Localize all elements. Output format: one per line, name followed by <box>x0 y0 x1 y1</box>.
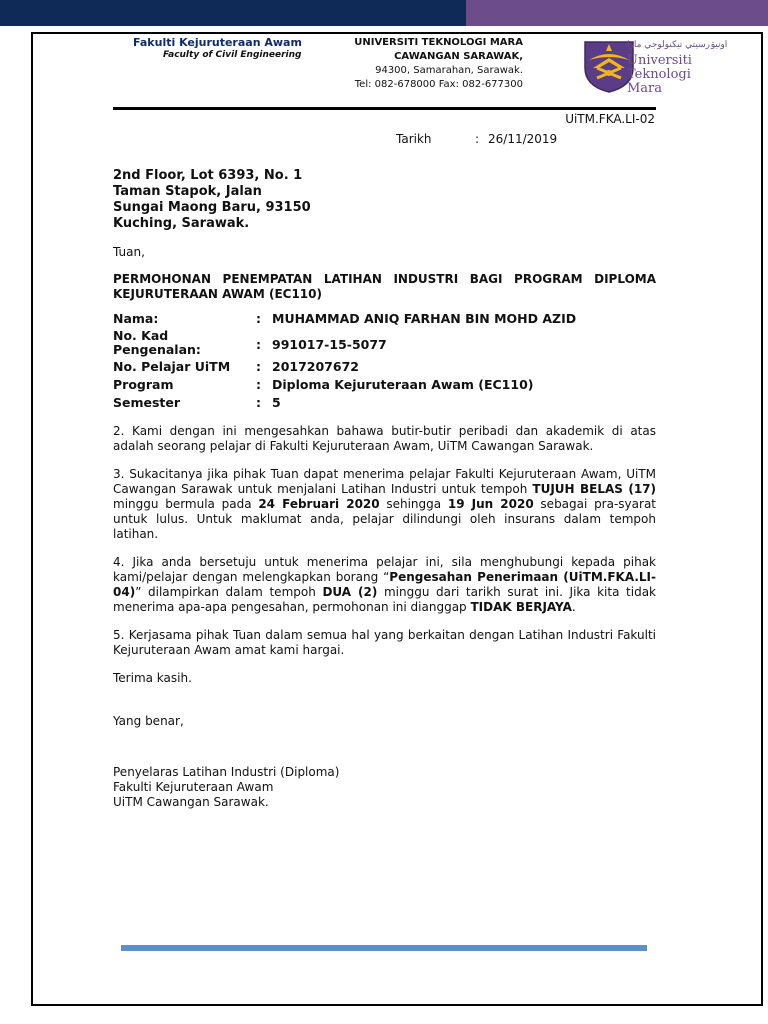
field-colon: : <box>256 359 261 374</box>
faculty-name: Fakulti Kejuruteraan Awam <box>133 36 302 49</box>
student-ic: 991017-15-5077 <box>272 337 387 352</box>
text-run: . <box>571 600 576 614</box>
paragraph-4 <box>113 555 656 615</box>
signatory-line: Fakulti Kejuruteraan Awam <box>113 780 274 794</box>
field-colon: : <box>256 377 261 392</box>
field-colon: : <box>256 311 261 326</box>
paragraph-3 <box>113 467 656 542</box>
header-divider <box>113 107 656 110</box>
student-semester: 5 <box>272 395 281 410</box>
signatory-block <box>113 765 656 810</box>
university-postal: 94300, Samarahan, Sarawak. <box>375 65 523 76</box>
text-run-bold: 19 Jun 2020 <box>447 497 534 511</box>
field-label <box>113 329 256 357</box>
text-run-bold: TIDAK BERJAYA <box>470 600 572 614</box>
text-run-bold: TUJUH BELAS (17) <box>532 482 657 496</box>
text-run: minggu bermula pada <box>113 497 259 511</box>
student-program: Diploma Kejuruteraan Awam (EC110) <box>272 377 534 392</box>
signatory-line: Penyelaras Latihan Industri (Diploma) <box>113 765 340 779</box>
text-run: minggu dari tarikh surat ini. Jika kita tidak menerima apa-apa pengesahan, permohonan ini dianggap <box>113 585 657 614</box>
student-details <box>113 311 656 411</box>
text-run: ” dilampirkan dalam tempoh <box>135 585 323 599</box>
field-label-line: Pengenalan: <box>113 342 201 357</box>
logo-word-1: Universiti <box>627 53 692 68</box>
text-run: 3. Sukacitanya jika pihak Tuan dapat menerima pelajar Fakulti Kejuruteraan Awam, UiTM Cawangan Sarawak untuk menjalani Latihan Industri untuk tempoh <box>113 467 656 496</box>
text-run-bold: Pengesahan Penerimaan (UiTM.FKA.LI-04) <box>113 570 656 599</box>
text-run-bold: 24 Februari 2020 <box>258 497 380 511</box>
address-line: Taman Stapok, Jalan <box>113 184 262 199</box>
letter-body <box>113 168 656 810</box>
field-colon: : <box>256 337 261 352</box>
address-line: Sungai Maong Baru, 93150 <box>113 200 311 215</box>
field-colon: : <box>256 395 261 410</box>
text-run: 4. Jika anda bersetuju untuk menerima pelajar ini, sila menghubungi kepada pihak kami/pelajar dengan melengkapkan borang “ <box>113 555 656 584</box>
university-address <box>333 36 523 92</box>
yours-truly: Yang benar, <box>113 714 184 728</box>
date-separator: : <box>475 132 480 146</box>
address-line: 2nd Floor, Lot 6393, No. 1 <box>113 168 303 183</box>
student-name-row <box>113 311 656 327</box>
top-banner-navy <box>0 0 466 26</box>
uitm-wordmark <box>627 38 727 96</box>
recipient-address <box>113 168 656 232</box>
letter-subject: PERMOHONAN PENEMPATAN LATIHAN INDUSTRI BAGI PROGRAM DIPLOMA KEJURUTERAAN AWAM (EC110) <box>113 272 656 301</box>
student-ic-row <box>113 329 656 357</box>
date-value: 26/11/2019 <box>488 132 558 146</box>
student-semester-row <box>113 395 656 411</box>
document-reference: UiTM.FKA.LI-02 <box>565 112 655 126</box>
letter-page <box>31 32 763 1006</box>
logo-word-3: Mara <box>627 81 663 96</box>
student-program-row <box>113 377 656 393</box>
date-label: Tarikh <box>396 132 432 146</box>
field-label: Program <box>113 377 174 392</box>
field-label-line: No. Kad <box>113 328 169 343</box>
signatory-line: UiTM Cawangan Sarawak. <box>113 795 269 809</box>
student-matric: 2017207672 <box>272 359 359 374</box>
closing: Terima kasih. <box>113 671 192 685</box>
field-label: Nama: <box>113 311 159 326</box>
text-run: sehingga <box>379 497 448 511</box>
paragraph-5: 5. Kerjasama pihak Tuan dalam semua hal yang berkaitan dengan Latihan Industri Fakulti Kejuruteraan Awam amat kami hargai. <box>113 628 656 657</box>
address-line: Kuching, Sarawak. <box>113 216 250 231</box>
text-run-bold: DUA (2) <box>322 585 378 599</box>
top-banner-purple <box>466 0 768 26</box>
student-matric-row <box>113 359 656 375</box>
university-phone: Tel: 082-678000 Fax: 082-677300 <box>354 79 523 90</box>
university-name: UNIVERSITI TEKNOLOGI MARA <box>354 37 523 48</box>
field-label: No. Pelajar UiTM <box>113 359 231 374</box>
paragraph-2: 2. Kami dengan ini mengesahkan bahawa butir-butir peribadi dan akademik di atas adalah seorang pelajar di Fakulti Kejuruteraan Awam, UiTM Cawangan Sarawak. <box>113 424 656 453</box>
logo-word-2: Teknologi <box>627 67 691 82</box>
field-label: Semester <box>113 395 181 410</box>
university-branch: CAWANGAN SARAWAK, <box>394 51 523 62</box>
logo-jawi-text: اونيۏرسيتي تيكنولوجي مارا <box>627 40 728 50</box>
salutation: Tuan, <box>113 245 145 259</box>
text-run: sebagai pra-syarat untuk lulus. Untuk maklumat anda, pelajar dilindungi oleh insurans dalam tempoh latihan. <box>113 497 657 541</box>
faculty-name-english: Faculty of Civil Engineering <box>163 50 302 60</box>
footer-bar <box>121 945 647 951</box>
student-name: MUHAMMAD ANIQ FARHAN BIN MOHD AZID <box>272 311 577 326</box>
